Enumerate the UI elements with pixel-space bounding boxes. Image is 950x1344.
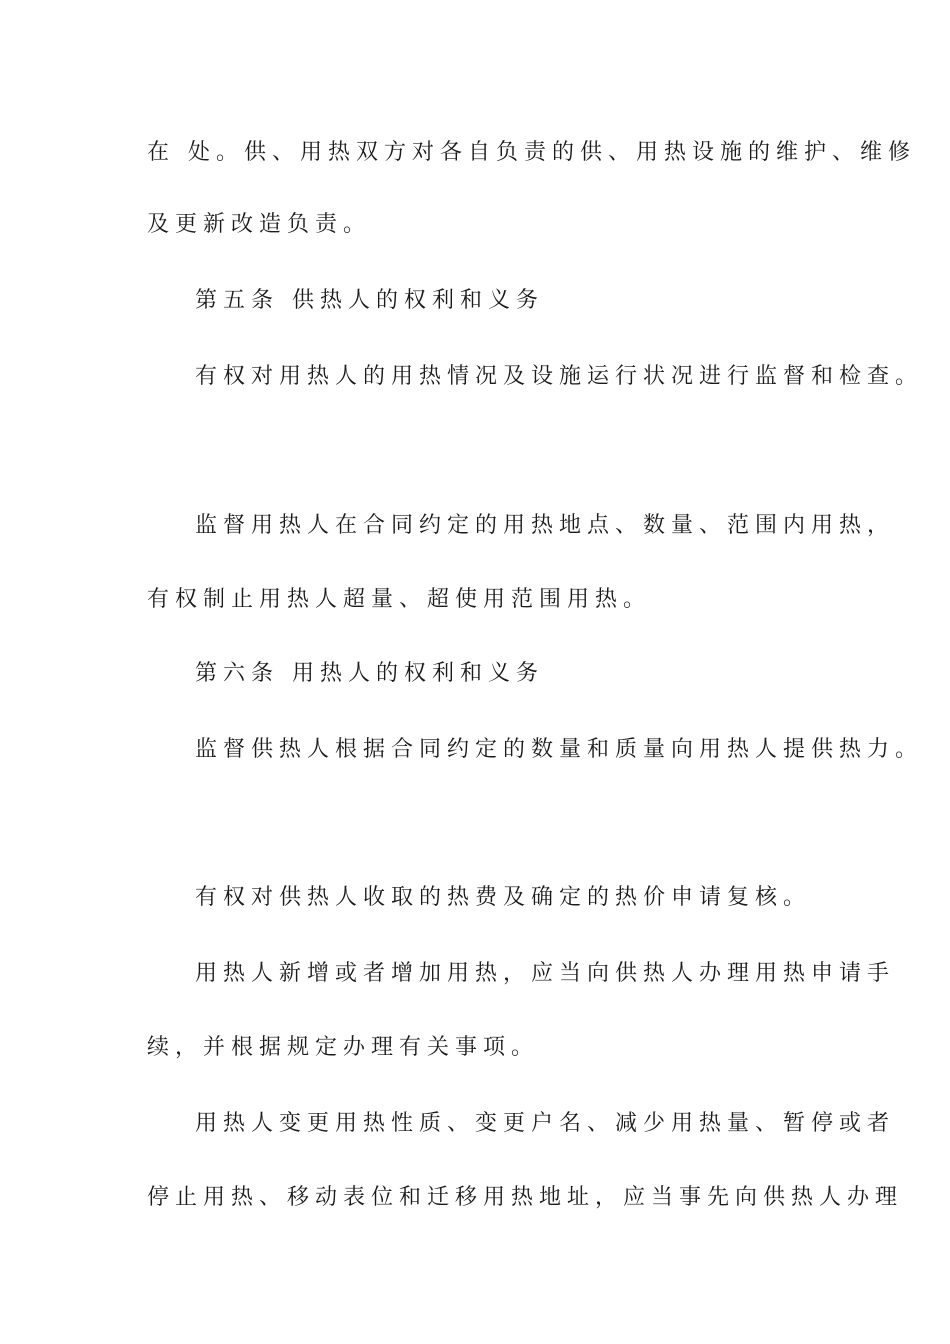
paragraph-4-line-2: 有权制止用热人超量、超使用范围用热。 [147, 587, 652, 612]
paragraph-3-line-1: 有权对用热人的用热情况及设施运行状况进行监督和检查。 [195, 364, 924, 389]
paragraph-8-line-1: 用热人新增或者增加用热，应当向供热人办理用热申请手 [195, 961, 896, 986]
paragraph-1-line-2: 及更新改造负责。 [147, 212, 372, 237]
paragraph-4-line-1: 监督用热人在合同约定的用热地点、数量、范围内用热， [195, 513, 896, 538]
paragraph-8-line-2: 续，并根据规定办理有关事项。 [147, 1035, 540, 1060]
paragraph-9-line-1: 用热人变更用热性质、变更户名、减少用热量、暂停或者 [195, 1111, 896, 1136]
paragraph-6-line-1: 监督供热人根据合同约定的数量和质量向用热人提供热力。 [195, 737, 924, 762]
paragraph-1-line-1: 在 处。供、用热双方对各自负责的供、用热设施的维护、维修 [147, 140, 916, 165]
article-5-heading: 第五条 供热人的权利和义务 [195, 288, 544, 313]
paragraph-7-line-1: 有权对供热人收取的热费及确定的热价申请复核。 [195, 885, 812, 910]
article-6-heading: 第六条 用热人的权利和义务 [195, 661, 544, 686]
paragraph-9-line-2: 停止用热、移动表位和迁移用热地址，应当事先向供热人办理 [147, 1185, 904, 1210]
